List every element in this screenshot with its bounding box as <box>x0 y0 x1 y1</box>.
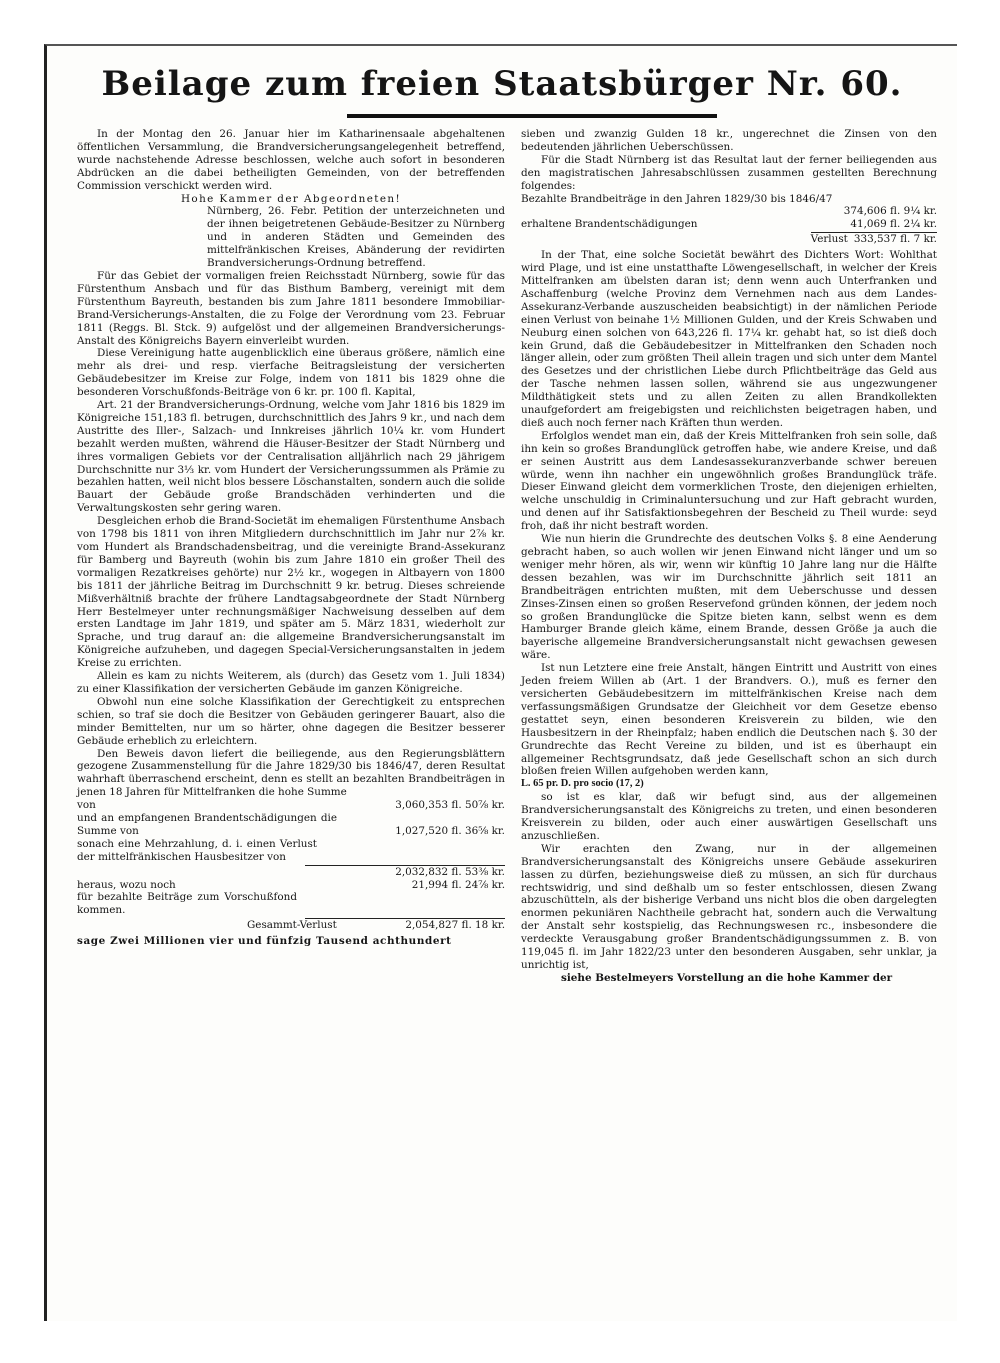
table-label: und an empfangenen Brandentschädigungen die Summe von <box>77 812 337 837</box>
page-title: Beilage zum freien Staatsbürger Nr. 60. <box>101 64 903 104</box>
table-amount: 374,606 fl. 9¼ kr. <box>843 205 937 218</box>
table-amount: 1,027,520 fl. 36⅝ kr. <box>395 824 505 837</box>
table-label: von <box>77 799 96 812</box>
table-label: Verlust <box>810 233 848 246</box>
paragraph: In der Montag den 26. Januar hier im Katharinensaale abgehaltenen öffentlichen Versammlung, die Brandversicherungsangelegenheit betreffend, wurde nachstehende Adresse beschlossen, welche auch sofort in besonderen Abdrücken an die dabei betheiligten Gemeinden, von der betreffenden Commission verschickt werden wird. <box>77 128 505 192</box>
table-label: für bezahlte Beiträge zum Vorschußfond kommen. <box>77 891 297 917</box>
paragraph: Für die Stadt Nürnberg ist das Resultat laut der ferner beiliegenden aus den magistratischen Jahresabschlüssen zusammen gestellten Berechnung folgendes: <box>521 153 937 192</box>
right-column <box>521 128 937 985</box>
left-table <box>77 799 505 948</box>
newspaper-page <box>44 44 957 1321</box>
table-amount: 3,060,353 fl. 50⅞ kr. <box>395 799 505 812</box>
paragraph: Obwohl nun eine solche Klassifikation der Gerechtigkeit zu entsprechen schien, so traf sie doch die Besitzer von Gebäuden geringerer Bauart, also die minder Bemittelten, nur um so härter, ohne dagegen die Besitzer besserer Gebäude erheblich zu erleichtern. <box>77 695 505 747</box>
paragraph: Wie nun hierin die Grundrechte des deutschen Volks §. 8 eine Aenderung gebracht haben, so auch wollen wir jenen Einwand nicht länger und um so weniger mehr hören, als wir, wenn wir künftig 10 Jahre lang nur die Hälfte dessen bezahlen, was wir im Durchschnitte jährlich seit 1811 an Brandbeiträgen entrichten mußten, mit dem Ueberschusse und dessen Zinses-Zinsen einen so großen Reservefond gründen können, der jedem noch so großen Brandunglücke die Spitze bieten kann, selbst wenn es dem Hamburger Brande gleich käme, einem Brande, dessen Größe ja auch die bayerische allgemeine Brandversicherungsanstalt nicht gewachsen gewesen wäre. <box>521 533 937 662</box>
paragraph: In der That, eine solche Societät bewährt des Dichters Wort: Wohlthat wird Plage, und ist eine unstatthafte Löwengesellschaft, in welcher der Kreis Mittelfranken am übelsten daran ist; denn wenn auch Unterfranken und Aschaffenburg (welche Provinz dem Vernehmen nach aus dem Landes-Assekuranz-Verbande auszuscheiden beabsichtigt) in der nämlichen Periode einen Verlust von beinahe 1½ Millionen Gulden, und der Kreis Schwaben und Neuburg einen solchen von 643,226 fl. 17¼ kr. gehabt hat, so ist dieß doch kein Grund, daß die Gebäudebesitzer in Mittelfranken den Schaden noch länger allein, oder zum größten Theil allein tragen und sich unter dem Mantel des Gesetzes und der christlichen Liebe durch Pflichtbeiträge das Geld aus der Tasche nehmen lassen sollen, während sie aus ungezwungener Mildthätigkeit stets und zu allen Zeiten zu allen Brandkollekten unaufgefordert am freigebigsten und reichlichsten beigetragen haben, und dieß auch noch ferner nach Kräften thun werden. <box>521 249 937 429</box>
table-amount: 21,994 fl. 24⅞ kr. <box>411 878 505 891</box>
table-amount: 2,032,832 fl. 53⅜ kr. <box>395 865 505 878</box>
title-rule <box>347 114 717 118</box>
table-label: sonach eine Mehrzahlung, d. i. einen Verlust der mittelfränkischen Hausbesitzer von <box>77 837 317 863</box>
paragraph: Für das Gebiet der vormaligen freien Reichsstadt Nürnberg, sowie für das Fürstenthum Ansbach und für das Bisthum Bamberg, vereinigt mit dem Fürstenthum Bayreuth, bestanden bis zum Jahre 1811 besondere Immobiliar-Brand-Versicherungs-Anstalten, die zu Folge der Verordnung vom 23. Februar 1811 (Reggs. Bl. Stck. 9) aufgelöst und der allgemeinen Brandversicherungs-Anstalt des Königreichs Bayern einverleibt wurden. <box>77 269 505 347</box>
table-amount: 41,069 fl. 2¼ kr. <box>850 218 937 231</box>
table-amount: 333,537 fl. 7 kr. <box>853 233 937 246</box>
legal-citation: L. 65 pr. D. pro socio (17, 2) <box>521 778 644 790</box>
address-heading: Hohe Kammer der Abgeordneten! <box>180 192 402 205</box>
paragraph: so ist es klar, daß wir befugt sind, aus der allgemeinen Brandversicherungsanstalt des Königreichs zu treten, und einen besonderen Kreisverein zu bilden, oder auch einer auswärtigen Gesellschaft uns anzuschließen. <box>521 791 937 842</box>
paragraph: Den Beweis davon liefert die beiliegende, aus den Regierungsblättern gezogene Zusammenstellung für die Jahre 1829/30 bis 1846/47, deren Resultat wahrhaft überraschend erscheint, denn es stellt an bezahlten Brandbeiträgen in jenen 18 Jahren für Mittelfranken die hohe Summe <box>77 747 505 799</box>
paragraph: sieben und zwanzig Gulden 18 kr., ungerechnet die Zinsen von den bedeutenden jährlichen Ueberschüssen. <box>521 128 937 153</box>
left-column <box>77 128 505 948</box>
paragraph: Diese Vereinigung hatte augenblicklich eine überaus größere, nämlich eine mehr als drei- und resp. vierfache Beitragsleistung der versicherten Gebäudebesitzer im Kreise zur Folge, indem von 1811 bis 1829 ohne die besonderen Vorschußfonds-Beiträge von 6 kr. pr. 100 fl. Kapital, <box>77 347 505 399</box>
table-label: erhaltene Brandentschädigungen <box>521 218 698 231</box>
table-label: Gesammt-Verlust <box>247 919 337 932</box>
right-table <box>521 193 937 247</box>
paragraph: Ist nun Letztere eine freie Anstalt, hängen Eintritt und Austritt von eines Jeden freiem Willen ab (Art. 1 der Brandvers. O.), muß es ferner den versicherten Gebäudebesitzern im mittelfränkischen Kreise nach dem verfassungsmäßigen Grundsatze der Gleichheit vor dem Gesetze ebenso gestattet seyn, einen besonderen Kreisverein zu bilden, wie den Hausbesitzern in der Rheinpfalz; haben endlich die Deutschen nach §. 30 der Grundrechte das Recht Vereine zu bilden, und ist es überhaupt ein allgemeiner Rechtsgrundsatz, daß jede Gesellschaft schon an sich durch bloßen freien Willen aufgehoben werden kann, <box>521 662 937 778</box>
paragraph: Erfolglos wendet man ein, daß der Kreis Mittelfranken froh sein solle, daß ihn kein so großes Brandunglück getroffen habe, wie andere Kreise, und daß er seinen Austritt aus dem Landesassekuranzverbande schwer bereuen würde, wenn ihn nachher ein ungewöhnlich großes Brandunglück träfe. Dieser Einwand gleicht dem vormerklichen Troste, den diejenigen erhielten, welche unschuldig in Criminaluntersuchung und zur Haft gebracht wurden, und denen auf ihr Satisfaktionsbegehren der Bescheid zu Theil wurde: seyd froh, daß ihr nicht bestraft worden. <box>521 429 937 533</box>
petition-heading: Nürnberg, 26. Febr. Petition der unterzeichneten und der ihnen beigetretenen Gebäude-Besitzer zu Nürnberg und in anderen Städten und Gemeinden des mittelfränkischen Kreises, Abänderung der revidirten Brandversicherungs-Ordnung betreffend. <box>207 205 505 270</box>
table-label: Bezahlte Brandbeiträge in den Jahren 1829/30 bis 1846/47 <box>521 192 833 205</box>
table-label: heraus, wozu noch <box>77 878 176 891</box>
paragraph: Allein es kam zu nichts Weiterem, als (durch) das Gesetz vom 1. Juli 1834) zu einer Klassifikation der versicherten Gebäude im ganzen Königreiche. <box>77 670 505 695</box>
paragraph: Desgleichen erhob die Brand-Societät im ehemaligen Fürstenthume Ansbach von 1798 bis 1811 von ihren Mitgliedern durchschnittlich im Jahr nur 2⅞ kr. vom Hundert als Brandschadensbeitrag, und die vereinigte Brand-Assekuranz für Bamberg und Bayreuth (wohin bis zum Jahre 1810 ein großer Theil des vormaligen Rezatkreises gehörte) nur 2½ kr., wogegen in Altbayern von 1800 bis 1811 der jährliche Beitrag im Durchschnitt 9 kr. betrug. Dieses schreiende Mißverhältniß brachte der frühere Landtagsabgeordnete der Stadt Nürnberg Herr Bestelmeyer unter rechnungsmäßiger Nachweisung desselben auf dem ersten Landtage im Jahr 1819, und später am 5. März 1831, wiederholt zur Sprache, und trug darauf an: die allgemeine Brandversicherungsanstalt im Königreiche aufzuheben, und dagegen Special-Versicherungsanstalten in jedem Kreise zu errichten. <box>77 515 505 670</box>
table-amount: 2,054,827 fl. 18 kr. <box>405 919 505 932</box>
closing-line: siehe Bestelmeyers Vorstellung an die hohe Kammer der <box>561 971 893 984</box>
paragraph: Art. 21 der Brandversicherungs-Ordnung, welche vom Jahr 1816 bis 1829 im Königreiche 151,183 fl. betrugen, durchschnittlich des Jahrs 9 kr., und nach dem Austritte des Iller-, Salzach- und Innkreises jährlich 10¼ kr. vom Hundert bezahlt werden mußten, während die Häuser-Besitzer der Stadt Nürnberg und ihres vormaligen Gebiets vor der Centralisation alljährlich nach 29 jährigem Durchschnitte nur 3⅓ kr. vom Hundert der Versicherungssummen als Prämie zu bezahlen hatten, weil nicht blos bessere Löschanstalten, sondern auch die solide Bauart der Gebäude große Brandschäden verhinderten und die Verwaltungskosten sehr gering waren. <box>77 399 505 515</box>
paragraph: Wir erachten den Zwang, nur in der allgemeinen Brandversicherungsanstalt des Königreichs unsere Gebäude assekuriren lassen zu dürfen, beziehungsweise dieß zu müssen, an sich für durchaus rechtswidrig, und sind deßhalb um so fester entschlossen, diesen Zwang abzuschütteln, als der bisherige Verband uns nicht blos die oben dargelegten enormen pekuniären Nachtheile gebracht hat, sondern auch die Verwaltung der Anstalt sehr kostspielig, das Rechnungswesen rc., insbesondere die verdeckte Verausgabung großer Brandentschädigungssummen z. B. von 119,045 fl. im Jahr 1822/23 unter den besonderen Ausgaben, sehr unklar, ja unrichtig ist, <box>521 842 937 971</box>
sum-in-words: sage Zwei Millionen vier und fünfzig Tausend achthundert <box>77 935 452 948</box>
